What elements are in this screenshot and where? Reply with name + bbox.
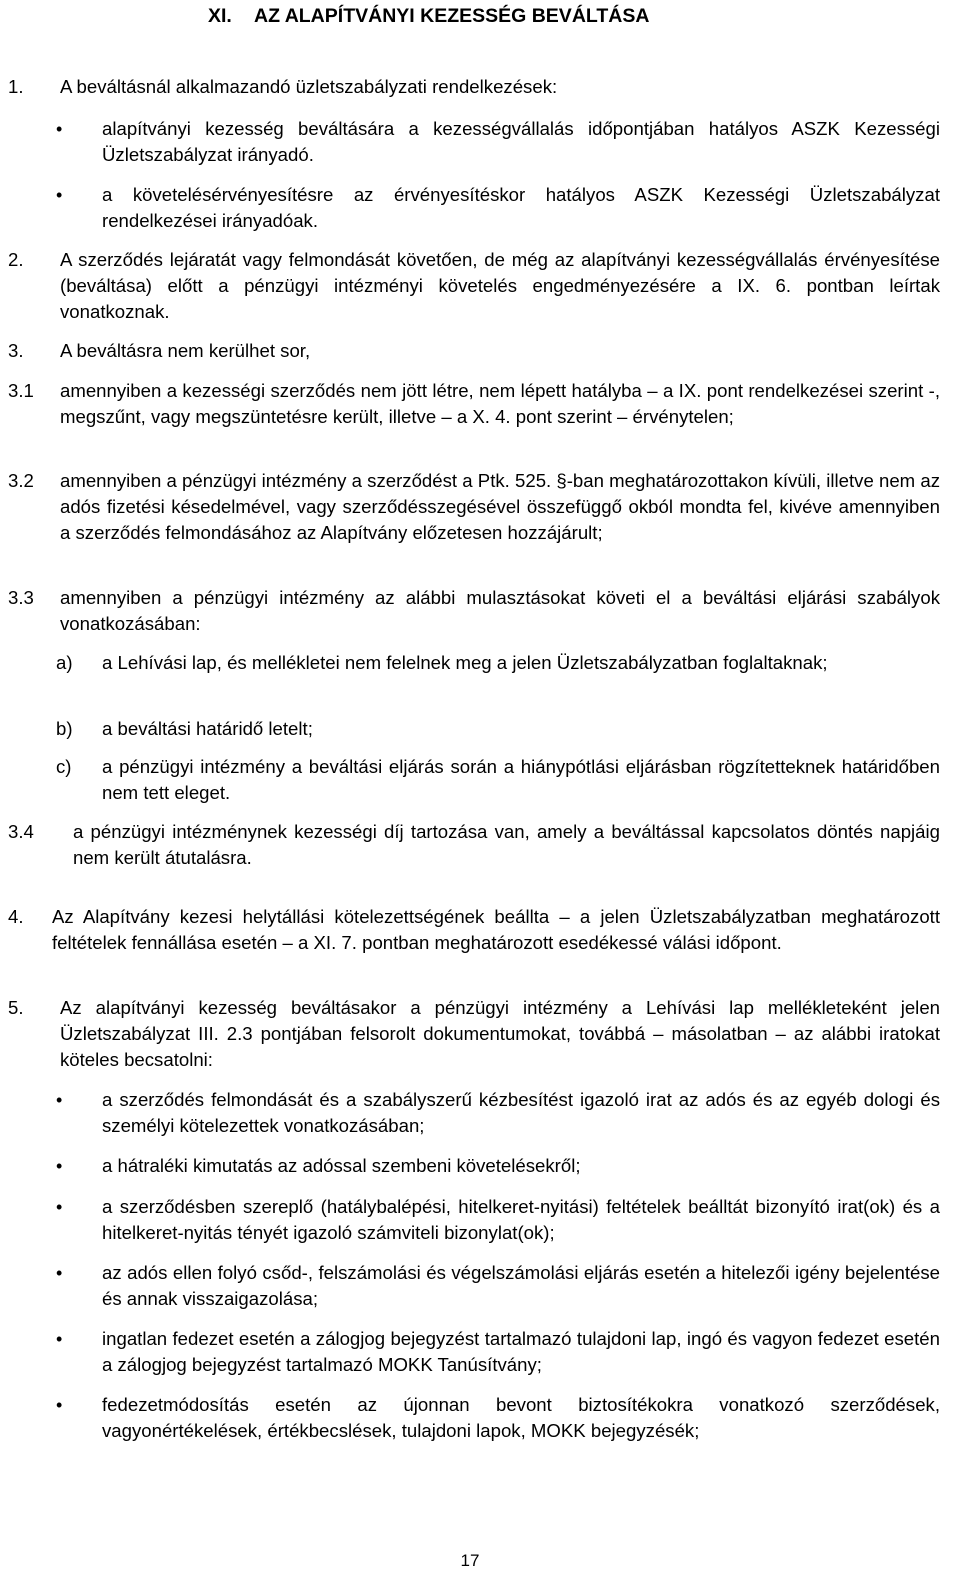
bullet-item	[56, 1087, 940, 1139]
sub-item-text: a Lehívási lap, és mellékletei nem felelnek meg a jelen Üzletszabályzatban foglaltaknak;	[102, 652, 828, 673]
bullet-text: alapítványi kezesség beváltására a kezességvállalás időpontjában hatályos ASZK Kezességi Üzletszabályzat irányadó.	[102, 118, 940, 165]
section-text: A beváltásnál alkalmazandó üzletszabályzati rendelkezések:	[60, 76, 558, 97]
section-label: 1.	[8, 76, 24, 97]
bullet-item	[56, 182, 940, 234]
bullet-text: az adós ellen folyó csőd-, felszámolási és végelszámolási eljárás esetén a hitelezői igény bejelentése és annak visszaigazolása;	[102, 1262, 940, 1309]
bullet-icon	[56, 116, 102, 168]
bullet-item	[56, 1153, 940, 1179]
section-item-3-4	[8, 819, 940, 871]
bullet-text: a szerződésben szereplő (hatálybalépési, hitelkeret-nyitási) feltételek beálltát bizonyító irat(ok) és a hitelkeret-nyitás tényét igazoló számviteli bizonylat(ok);	[102, 1196, 940, 1243]
bullet-icon	[56, 182, 102, 234]
bullet-icon	[56, 1153, 102, 1179]
bullet-text: fedezetmódosítás esetén az újonnan bevont biztosítékokra vonatkozó szerződések, vagyonértékelések, értékbecslések, tulajdoni lapok, MOKK bejegyzésék;	[102, 1394, 940, 1441]
item-text: amennyiben a pénzügyi intézmény az alábbi mulasztásokat követi el a beváltási eljárási szabályok vonatkozásában:	[60, 587, 940, 634]
bullet-text: a hátraléki kimutatás az adóssal szembeni követelésekről;	[102, 1155, 581, 1176]
bullet-item	[56, 1260, 940, 1312]
bullet-item	[56, 1194, 940, 1246]
section-4	[8, 904, 940, 956]
bullet-text: ingatlan fedezet esetén a zálogjog bejegyzést tartalmazó tulajdoni lap, ingó és vagyon fedezet esetén a zálogjog bejegyzést tartalmazó MOKK Tanúsítvány;	[102, 1328, 940, 1375]
section-item-3-2	[8, 468, 940, 546]
section-text: Az alapítványi kezesség beváltásakor a pénzügyi intézmény a Lehívási lap mellékleteként jelen Üzletszabályzat III. 2.3 pontjában felsorolt dokumentumokat, továbbá – másolatban – az alábbi iratokat köteles becsatolni:	[60, 997, 940, 1070]
section-label: 4.	[8, 906, 24, 927]
chapter-heading	[208, 3, 649, 29]
bullet-text: a követelésérvényesítésre az érvényesítéskor hatályos ASZK Kezességi Üzletszabályzat rendelkezései irányadóak.	[102, 184, 940, 231]
section-text: A szerződés lejáratát vagy felmondását követően, de még az alapítványi kezességvállalás érvényesítése (beváltása) előtt a pénzügyi intézményi követelés engedményezésére a IX. 6. pontban leírtak vonatkoznak.	[60, 249, 940, 322]
item-text: a pénzügyi intézménynek kezességi díj tartozása van, amely a beváltással kapcsolatos döntés napjáig nem került átutalásra.	[73, 821, 940, 868]
section-text: Az Alapítvány kezesi helytállási kötelezettségének beállta – a jelen Üzletszabályzatban meghatározott feltételek fennállása esetén – a XI. 7. pontban meghatározott esedékessé válási időpont.	[52, 906, 940, 953]
item-label: 3.3	[8, 587, 34, 608]
sub-item-label: c)	[56, 756, 72, 777]
page-number: 17	[460, 1551, 480, 1570]
chapter-title: AZ ALAPÍTVÁNYI KEZESSÉG BEVÁLTÁSA	[254, 5, 650, 27]
section-text: A beváltásra nem kerülhet sor,	[60, 340, 311, 361]
bullet-icon	[56, 1087, 102, 1139]
section-item-3-3	[8, 585, 940, 637]
section-label: 5.	[8, 997, 24, 1018]
bullet-icon	[56, 1392, 102, 1444]
item-label: 3.4	[8, 821, 34, 842]
item-text: amennyiben a kezességi szerződés nem jött létre, nem lépett hatályba – a IX. pont rendelkezései szerint -, megszűnt, vagy megszüntetésre került, illetve – a X. 4. pont szerint – érvénytelen;	[60, 380, 940, 427]
sub-item-b	[56, 716, 940, 742]
sub-item-text: a pénzügyi intézmény a beváltási eljárás során a hiánypótlási eljárásban rögzítetteknek határidőben nem tett eleget.	[102, 756, 940, 803]
section-item-3-1	[8, 378, 940, 430]
item-text: amennyiben a pénzügyi intézmény a szerződést a Ptk. 525. §-ban meghatározottakon kívüli, illetve nem az adós fizetési késedelmével, vagy szerződésszegésével összefüggő okból mondta fel, kivéve amennyiben a szerződés felmondásához az Alapítvány előzetesen hozzájárult;	[60, 470, 940, 543]
item-label: 3.2	[8, 470, 34, 491]
bullet-item	[56, 116, 940, 168]
bullet-icon	[56, 1194, 102, 1246]
section-2	[8, 247, 940, 325]
bullet-item	[56, 1392, 940, 1444]
section-3	[8, 338, 940, 364]
section-label: 3.	[8, 340, 24, 361]
section-5	[8, 995, 940, 1073]
section-1	[8, 74, 940, 100]
sub-item-a	[56, 650, 940, 676]
section-label: 2.	[8, 249, 24, 270]
chapter-number: XI.	[208, 5, 232, 27]
bullet-icon	[56, 1326, 102, 1378]
sub-item-text: a beváltási határidő letelt;	[102, 718, 313, 739]
sub-item-c	[56, 754, 940, 806]
sub-item-label: a)	[56, 652, 73, 673]
bullet-icon	[56, 1260, 102, 1312]
bullet-item	[56, 1326, 940, 1378]
bullet-text: a szerződés felmondását és a szabályszerű kézbesítést igazoló irat az adós és az egyéb dologi és személyi kötelezettek vonatkozásában;	[102, 1089, 940, 1136]
item-label: 3.1	[8, 380, 34, 401]
sub-item-label: b)	[56, 718, 73, 739]
